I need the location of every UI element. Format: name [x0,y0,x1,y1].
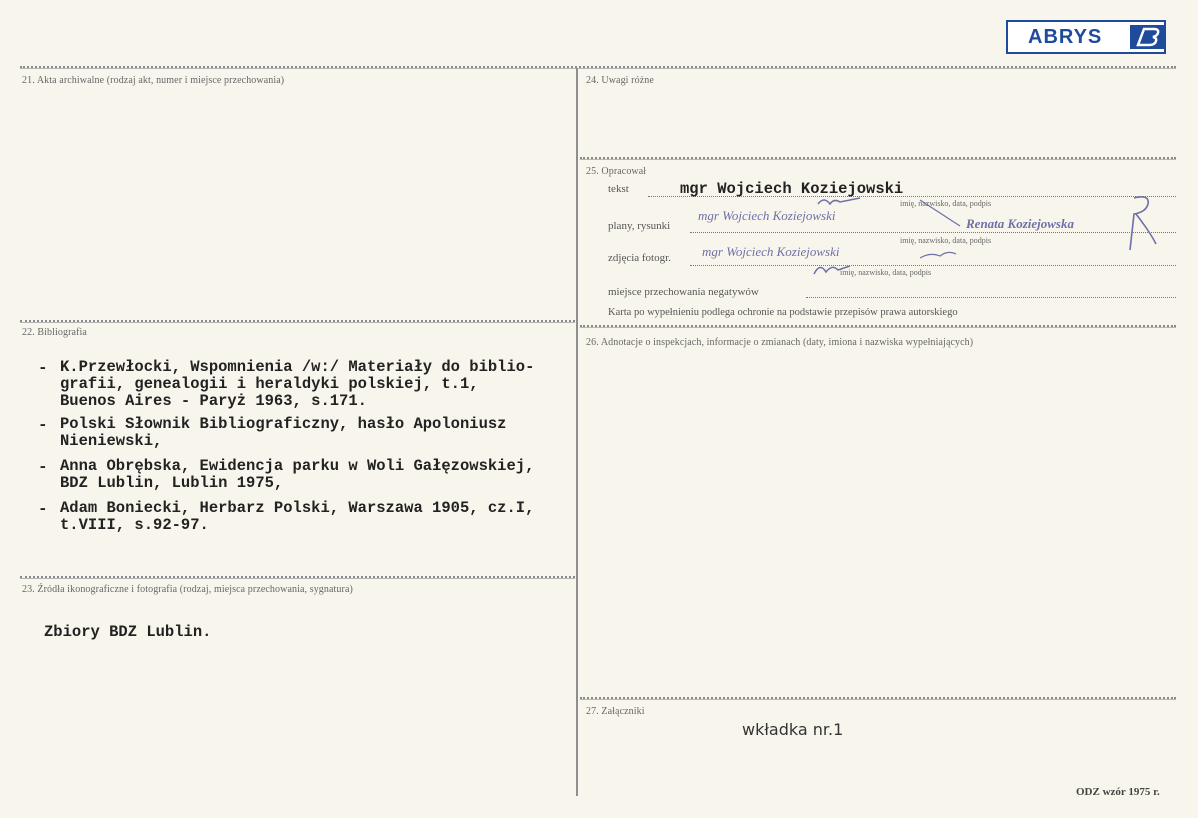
bibliography-line: K.Przewłocki, Wspomnienia /w:/ Materiały do biblio- [60,358,535,376]
zdjecia-value: mgr Wojciech Koziejowski [702,244,840,259]
bibliography-line: t.VIII, s.92-97. [60,516,209,534]
signature-r-icon [1120,192,1164,254]
rule-26-27 [580,697,1176,700]
form-version: ODZ wzór 1975 r. [1076,786,1160,798]
caption: imię, nazwisko, data, podpis [900,199,992,208]
bibliography-line: Adam Boniecki, Herbarz Polski, Warszawa 1905, cz.I, [60,499,535,517]
bibliography-line: BDZ Lublin, Lublin 1975, [60,474,284,492]
section-22-label: 22. Bibliografia [22,327,87,338]
bibliography-line: Anna Obrębska, Ewidencja parku w Woli Gałęzowskiej, [60,457,535,475]
miejsce-line [806,297,1176,299]
abrys-logo [1006,20,1166,54]
center-divider [576,68,578,796]
section-24-label: 24. Uwagi różne [586,75,654,86]
tekst-label: tekst [608,183,629,195]
rule-21-22 [20,320,575,323]
plany-value-1: mgr Wojciech Koziejowski [698,208,836,223]
bullet: - [38,359,48,377]
rule-22-23 [20,576,575,579]
bibliography-line: Buenos Aires - Paryż 1963, s.171. [60,392,367,410]
caption: imię, nazwisko, data, podpis [840,268,932,277]
bibliography-line: Polski Słownik Bibliograficzny, hasło Apoloniusz [60,415,507,433]
rule-24-25 [580,157,1176,160]
karta-note: Karta po wypełnieniu podlega ochronie na podstawie przepisów prawa autorskiego [608,307,958,318]
iconography-source: Zbiory BDZ Lublin. [44,623,212,641]
bibliography-line: Nieniewski, [60,432,163,450]
section-21-label: 21. Akta archiwalne (rodzaj akt, numer i miejsce przechowania) [22,75,285,86]
signature-icon [810,192,970,282]
bibliography-line: grafii, genealogii i heraldyki polskiej, t.1, [60,375,479,393]
plany-value-2: Renata Koziejowska [966,216,1074,231]
bullet: - [38,500,48,518]
logo-text: ABRYS [1028,25,1103,48]
brand-b-icon [1130,25,1164,49]
zdjecia-label: zdjęcia fotogr. [608,252,671,264]
tekst-value: mgr Wojciech Koziejowski [680,180,904,198]
rule-25-26 [580,325,1176,328]
section-26-label: 26. Adnotacje o inspekcjach, informacje o zmianach (daty, imiona i nazwiska wypełniających) [586,337,974,348]
miejsce-label: miejsce przechowania negatywów [608,286,759,298]
bullet: - [38,416,48,434]
bullet: - [38,458,48,476]
section-27-label: 27. Załączniki [586,706,645,717]
section-23-label: 23. Źródła ikonograficzne i fotografia (rodzaj, miejsca przechowania, sygnatura) [22,584,353,595]
section-25-label: 25. Opracował [586,166,647,177]
attachment-note: wkładka nr.1 [742,720,844,739]
plany-label: plany, rysunki [608,220,671,232]
caption: imię, nazwisko, data, podpis [900,236,992,245]
top-rule [20,66,1176,69]
